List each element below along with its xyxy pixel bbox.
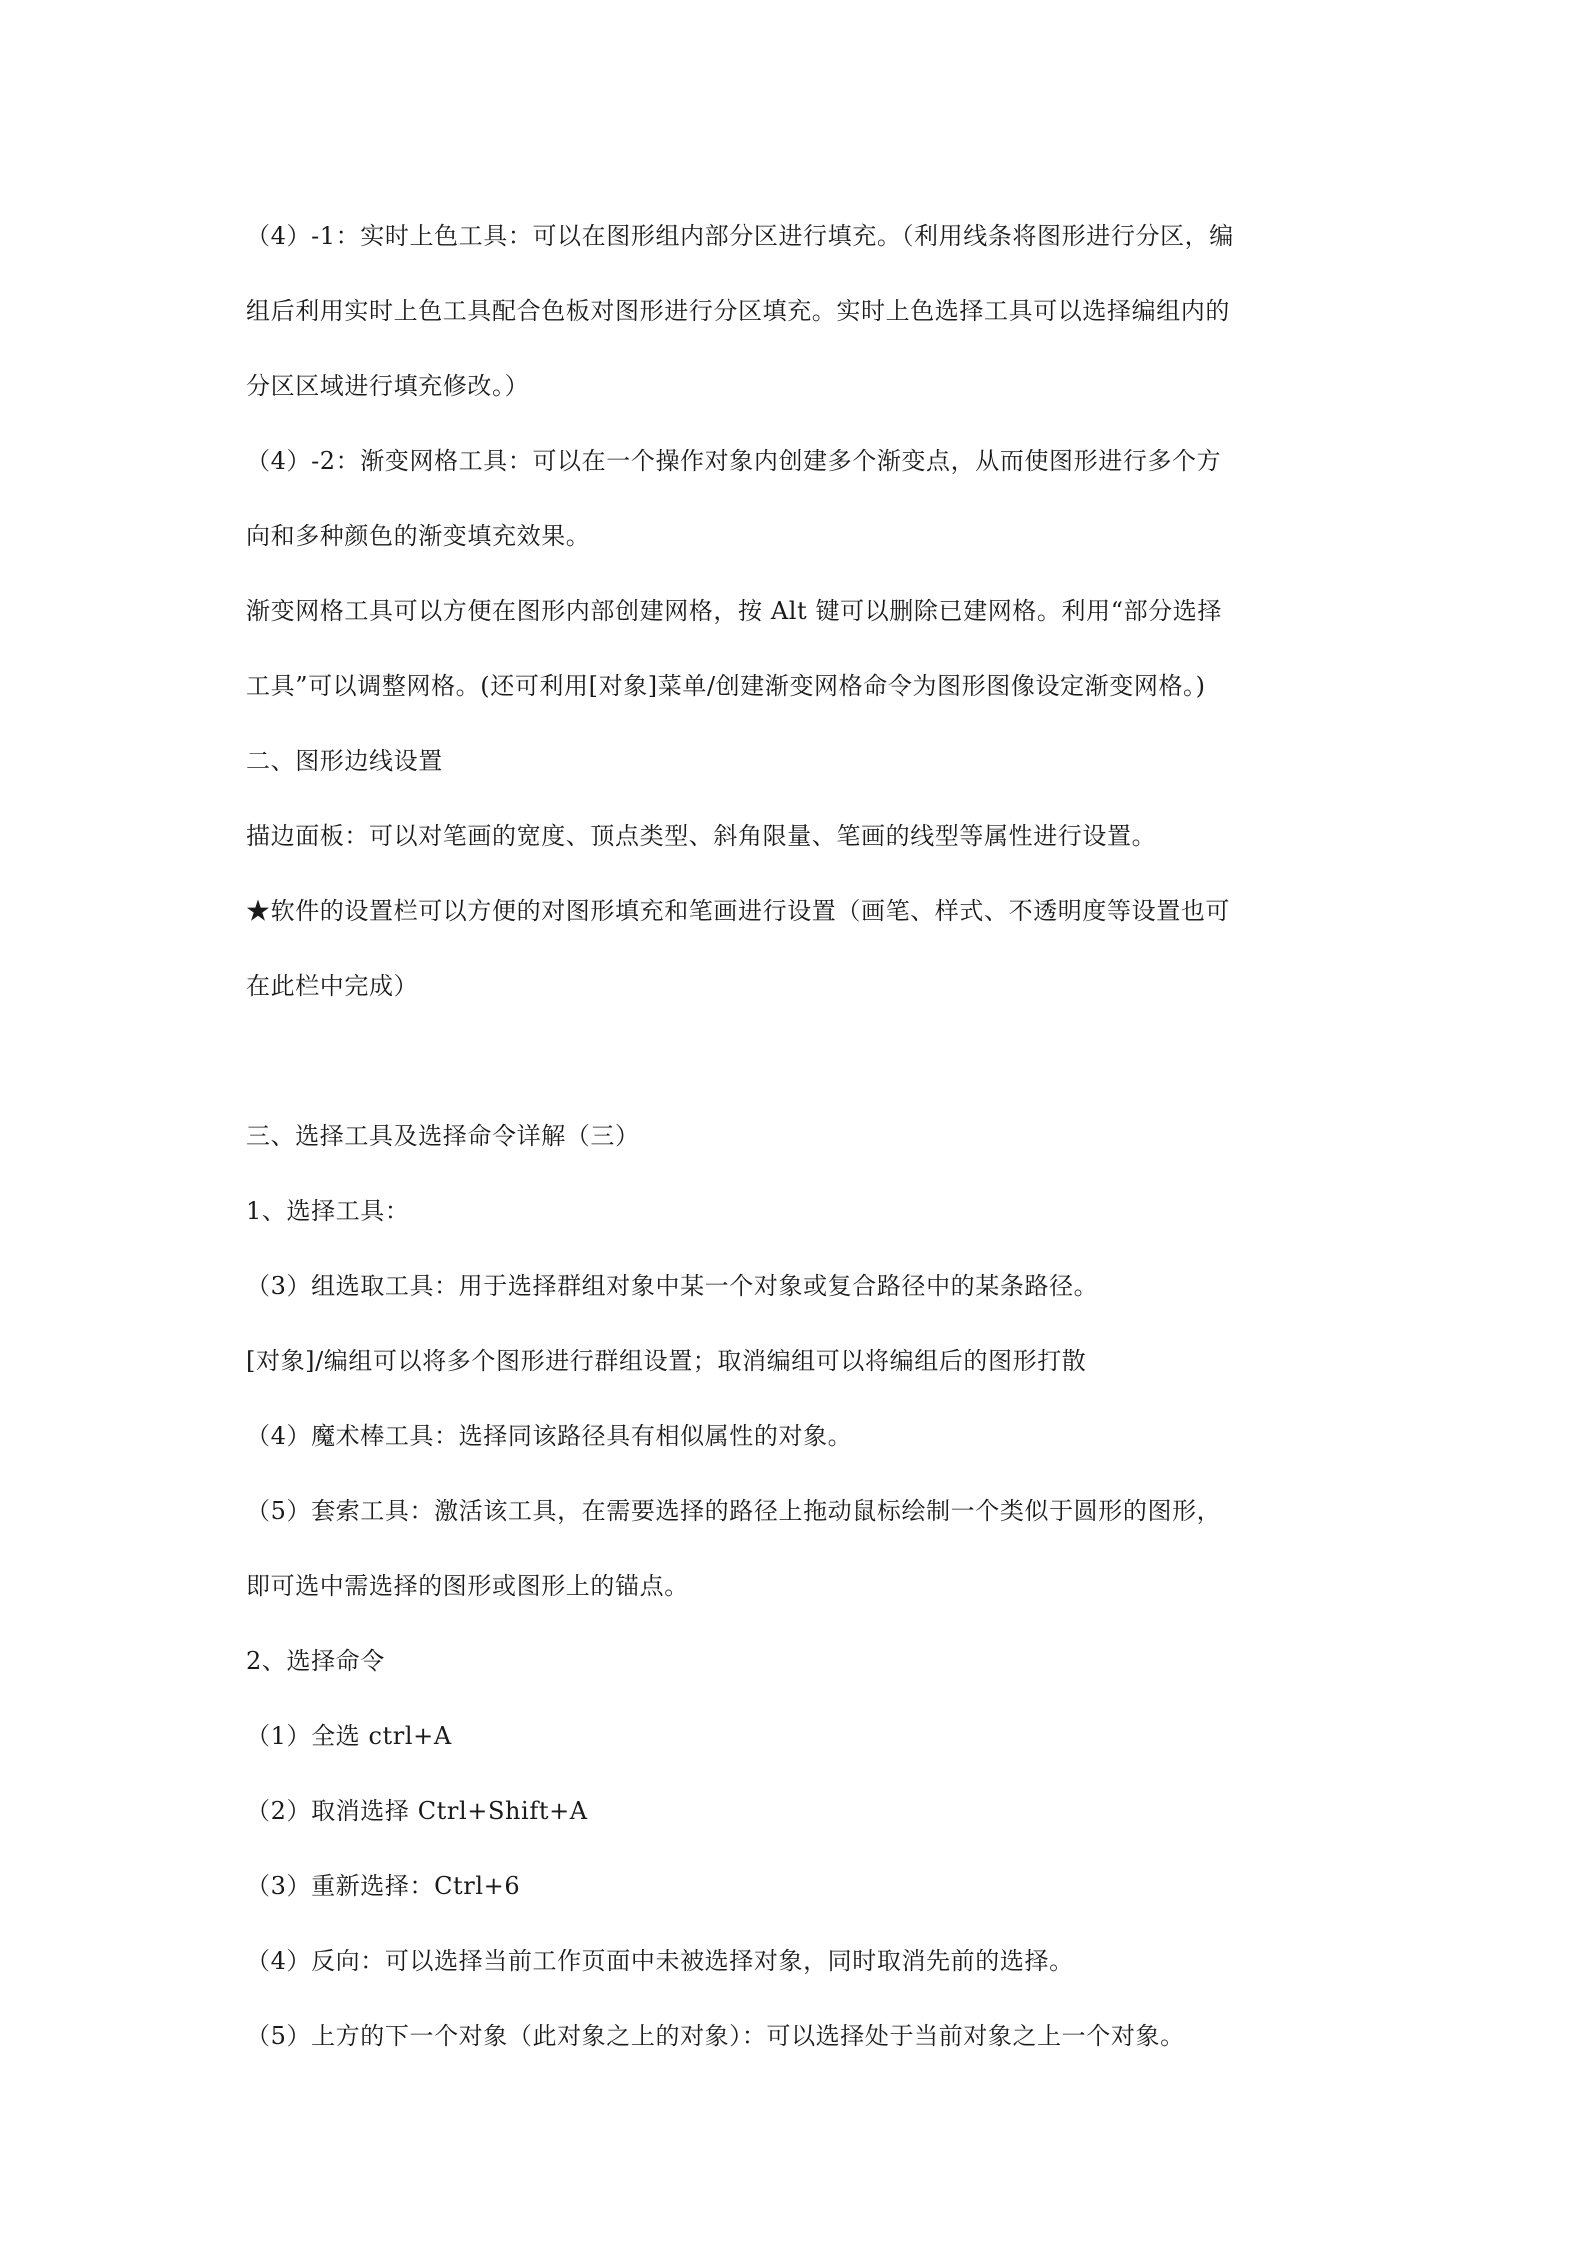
paragraph-line-live-paint-2: 组后利用实时上色工具配合色板对图形进行分区填充。实时上色选择工具可以选择编组内的 bbox=[246, 297, 1230, 325]
paragraph-line-mesh-note-1: 渐变网格工具可以方便在图形内部创建网格，按 Alt 键可以删除已建网格。利用“部分选择 bbox=[246, 597, 1222, 625]
paragraph-line-group-note: [对象]/编组可以将多个图形进行群组设置；取消编组可以将编组后的图形打散 bbox=[246, 1347, 1087, 1375]
subheading-selection-tools: 1、选择工具： bbox=[246, 1197, 410, 1225]
paragraph-line-gradient-mesh-2: 向和多种颜色的渐变填充效果。 bbox=[246, 522, 591, 550]
paragraph-line-settings-bar-2: 在此栏中完成） bbox=[246, 972, 419, 1000]
paragraph-line-stroke-panel: 描边面板：可以对笔画的宽度、顶点类型、斜角限量、笔画的线型等属性进行设置。 bbox=[246, 822, 1157, 850]
section-heading-stroke-settings: 二、图形边线设置 bbox=[246, 747, 443, 775]
paragraph-line-magic-wand: （4）魔术棒工具：选择同该路径具有相似属性的对象。 bbox=[246, 1422, 853, 1450]
paragraph-line-live-paint-3: 分区区域进行填充修改。） bbox=[246, 372, 530, 400]
paragraph-line-lasso-2: 即可选中需选择的图形或图形上的锚点。 bbox=[246, 1572, 689, 1600]
command-item-deselect: （2）取消选择 Ctrl+Shift+A bbox=[246, 1797, 588, 1825]
section-heading-selection-tools: 三、选择工具及选择命令详解（三） bbox=[246, 1122, 640, 1150]
paragraph-line-settings-bar-1: ★软件的设置栏可以方便的对图形填充和笔画进行设置（画笔、样式、不透明度等设置也可 bbox=[246, 897, 1230, 925]
paragraph-line-gradient-mesh-1: （4）-2：渐变网格工具：可以在一个操作对象内创建多个渐变点，从而使图形进行多个方 bbox=[246, 447, 1222, 475]
command-item-inverse: （4）反向：可以选择当前工作页面中未被选择对象，同时取消先前的选择。 bbox=[246, 1947, 1074, 1975]
paragraph-line-live-paint-1: （4）-1：实时上色工具：可以在图形组内部分区进行填充。（利用线条将图形进行分区，编 bbox=[246, 222, 1234, 250]
paragraph-line-group-select: （3）组选取工具：用于选择群组对象中某一个对象或复合路径中的某条路径。 bbox=[246, 1272, 1099, 1300]
command-item-reselect: （3）重新选择：Ctrl+6 bbox=[246, 1872, 521, 1900]
paragraph-line-lasso-1: （5）套索工具：激活该工具，在需要选择的路径上拖动鼠标绘制一个类似于圆形的图形， bbox=[246, 1497, 1222, 1525]
command-item-select-all: （1）全选 ctrl+A bbox=[246, 1722, 452, 1750]
paragraph-line-mesh-note-2: 工具”可以调整网格。(还可利用[对象]菜单/创建渐变网格命令为图形图像设定渐变网格。) bbox=[246, 672, 1206, 700]
subheading-selection-commands: 2、选择命令 bbox=[246, 1647, 385, 1675]
command-item-next-object-above: （5）上方的下一个对象（此对象之上的对象）：可以选择处于当前对象之上一个对象。 bbox=[246, 2022, 1185, 2050]
